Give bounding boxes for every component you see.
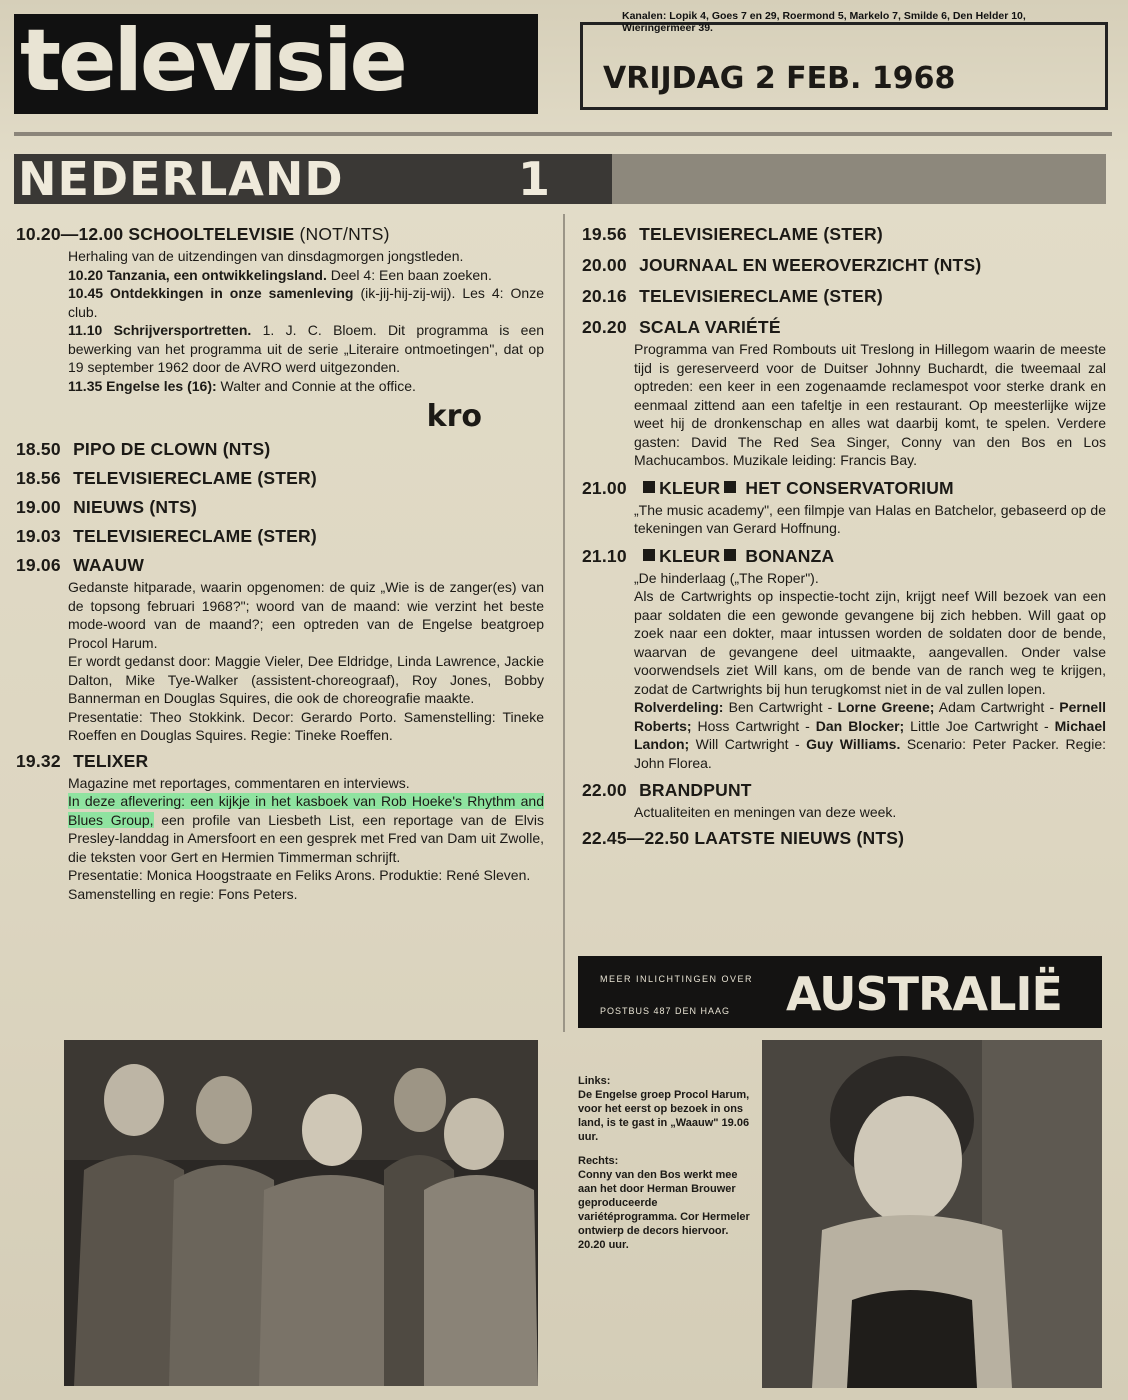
program-pipo: [16, 437, 544, 462]
program-heading: [16, 524, 544, 549]
sub-text: Deel 4: Een baan zoeken.: [330, 266, 492, 283]
program-heading: [16, 437, 544, 462]
program-reclame: [582, 284, 1106, 309]
program-time: 19.06: [16, 555, 61, 575]
program-body: [582, 569, 1106, 773]
caption-text: Conny van den Bos werkt mee aan het door Herman Brouwer geproduceerde variétéprogramma. Cor Hermeler ontwierp de decors hiervoor. 20.20 uur.: [578, 1169, 750, 1251]
program-heading: [582, 826, 1106, 851]
sub-time: 10.45: [68, 285, 104, 301]
program-title: SCHOOLTELEVISIE: [128, 224, 295, 244]
program-text: Er wordt gedanst door: Maggie Vieler, Dee Eldridge, Linda Lawrence, Jackie Dalton, Mike Tye-Walker (assistent-choreograaf), Roy Jones, Bobby Bannerman en Douglas Squires, die ook de choreografie maakte.: [68, 653, 544, 706]
program-heading: [16, 222, 544, 247]
caption-right: [578, 1154, 750, 1252]
program-heading: [582, 544, 1106, 569]
color-square-icon: [724, 481, 736, 493]
program-time: 19.56: [582, 224, 627, 244]
color-square-icon: [643, 481, 655, 493]
program-time: 19.00: [16, 497, 61, 517]
sub-text: (ik-jij-hij-zij-wij). Les 4: Onze club.: [68, 285, 544, 320]
program-body: [582, 501, 1106, 538]
program-body: [16, 578, 544, 745]
program-text: Programma van Fred Rombouts uit Treslong in Hillegom waarin de meeste tijd is gereserveerd voor de Duitser Johnny Buchardt, die tweemaal zal optreden: een keer in een zogenaamde reclamespot voor sterke drank en eenmaal zittend aan een tafeltje in een restaurant. Op meesterlijke wijze weet hij de dronkenschap en alles wat daarbij komt, te spelen. Verdere gasten: David The Red Sea Singer, Conny van den Bos en Los Machucambos. Muzikale leiding: Francis Bay.: [634, 341, 1106, 468]
column-divider: [563, 214, 565, 1032]
cast-actor: Guy Williams.: [806, 736, 901, 752]
channel-number: 1: [518, 152, 551, 206]
ad-line2: POSTBUS 487 DEN HAAG: [600, 1006, 731, 1016]
color-square-icon: [724, 549, 736, 561]
program-time: 20.00: [582, 255, 627, 275]
program-title: HET CONSERVATORIUM: [745, 477, 954, 498]
program-tag: (STER): [257, 468, 317, 488]
program-waauw: [16, 553, 544, 745]
channel-title: NEDERLAND: [18, 152, 344, 206]
program-heading: [582, 284, 1106, 309]
sub-title: Engelse les (16):: [106, 377, 217, 394]
header-rule: [14, 132, 1112, 136]
caption-label: Rechts:: [578, 1155, 619, 1167]
program-title: TELEVISIERECLAME: [639, 286, 819, 306]
sub-title: Tanzania, een ontwikkelingsland.: [106, 266, 327, 283]
program-heading: [582, 476, 1106, 501]
left-column: [16, 222, 544, 907]
program-body: [16, 247, 544, 395]
program-text: Magazine met reportages, commentaren en interviews.: [68, 774, 410, 791]
program-bonanza: [582, 544, 1106, 773]
cast-role: Little Joe Cartwright -: [904, 717, 1055, 734]
australie-advertisement: [578, 956, 1102, 1028]
ad-line1: MEER INLICHTINGEN OVER: [600, 974, 754, 984]
program-time: 20.16: [582, 286, 627, 306]
program-nieuws: [16, 495, 544, 520]
cast-label: Rolverdeling:: [634, 699, 724, 715]
program-title: SCALA VARIÉTÉ: [639, 317, 781, 337]
program-reclame: [582, 222, 1106, 247]
program-time: 19.32: [16, 750, 61, 771]
program-text: Als de Cartwrights op inspectie-tocht zijn, krijgt neef Will bezoek van een paar soldaten die een gewonde gevangene bij zich hebben. Will gaat op zoek naar een dokter, maar intussen worden de soldaten door de bende, waarvan de gevangene deel uitmaakte, aangevallen. Onder valse voorwendsels ziet Will kans, om de bende van de ranch weg te krijgen, zodat de Cartwrights bij hun terugkomst niet in de val zullen lopen.: [634, 588, 1106, 697]
sub-text: 1. J. C. Bloem. Dit programma is een bewerking van het programma uit de serie „Literaire ontmoetingen", dat op 19 september 1962 door de AVRO werd uitgezonden.: [68, 322, 545, 375]
program-time: 22.45—22.50: [582, 827, 690, 848]
program-journaal: [582, 253, 1106, 278]
program-heading: [582, 222, 1106, 247]
program-body: [582, 340, 1106, 470]
broadcaster-kro: kro: [426, 399, 482, 434]
program-title: PIPO DE CLOWN: [73, 439, 218, 459]
program-heading: [582, 315, 1106, 340]
program-laatste-nieuws: [582, 826, 1106, 851]
caption-left: [578, 1074, 750, 1144]
program-tag: (NOT/NTS): [299, 224, 390, 244]
program-time: 21.10: [582, 545, 627, 566]
program-heading: [16, 466, 544, 491]
televisie-logo: televisie: [14, 14, 538, 114]
sub-title: Ontdekkingen in onze samenleving: [110, 285, 354, 301]
program-time: 22.00: [582, 780, 627, 800]
program-schooltelevisie: [16, 222, 544, 395]
program-title: NIEUWS: [73, 497, 145, 517]
program-subtitle: „De hinderlaag („The Roper").: [634, 569, 819, 586]
program-title: BONANZA: [745, 545, 835, 566]
program-text: Presentatie: Monica Hoogstraate en Feliks Arons. Produktie: René Sleven.: [68, 867, 531, 883]
conny-photo: [762, 1040, 1102, 1388]
program-title: JOURNAAL EN WEEROVERZICHT: [639, 255, 929, 275]
cast-role: Hoss Cartwright -: [691, 717, 816, 734]
program-time: 21.00: [582, 477, 627, 498]
program-time: 19.03: [16, 526, 61, 546]
program-text: [68, 792, 544, 866]
program-body: [16, 774, 544, 904]
program-heading: [16, 553, 544, 578]
program-heading: [16, 749, 544, 774]
cast-actor: Michael Landon;: [634, 717, 1106, 752]
channel-band-light: [612, 154, 1106, 204]
program-reclame: [16, 524, 544, 549]
band-photo: [64, 1040, 538, 1386]
program-conservatorium: [582, 476, 1106, 538]
highlighted-text: In deze aflevering: een kijkje in het kasboek van Rob Hoeke's Rhythm and Blues Group,: [68, 793, 544, 828]
program-tag: (STER): [257, 526, 317, 546]
program-title: TELEVISIERECLAME: [73, 526, 253, 546]
program-tag: (NTS): [149, 497, 197, 517]
kleur-label: KLEUR: [659, 545, 721, 566]
band-photo-image: [64, 1040, 538, 1386]
sub-time: 10.20: [68, 266, 104, 283]
kleur-label: KLEUR: [659, 477, 721, 498]
program-text: Gedanste hitparade, waarin opgenomen: de quiz „Wie is de zanger(es) van de topsong februari 1968?"; woord van de maand: wie verzint het beste mode-woord van de maand?; een optreden van de Engelse beatgroep Procol Harum.: [68, 579, 544, 651]
program-tag: (NTS): [856, 827, 905, 848]
sub-time: 11.35: [68, 377, 103, 394]
conny-photo-image: [762, 1040, 1102, 1388]
sub-item: [68, 266, 544, 285]
program-time: 20.20: [582, 317, 627, 337]
program-tag: (NTS): [222, 439, 271, 459]
right-column: [582, 222, 1106, 855]
program-title: TELEVISIERECLAME: [639, 224, 819, 244]
sub-item: [68, 321, 544, 377]
program-body: [582, 803, 1106, 822]
cast-actor: Pernell Roberts;: [634, 699, 1106, 734]
program-telixer: [16, 749, 544, 904]
program-time: 18.56: [16, 468, 61, 488]
sub-text: Walter and Connie at the office.: [220, 377, 416, 394]
cast-actor: Lorne Greene;: [837, 699, 935, 715]
program-heading: [582, 253, 1106, 278]
color-square-icon: [643, 549, 655, 561]
kanalen-info: Kanalen: Lopik 4, Goes 7 en 29, Roermond 5, Markelo 7, Smilde 6, Den Helder 10, Wieringermeer 39.: [622, 10, 1026, 34]
program-text: Samenstelling en regie: Fons Peters.: [68, 885, 298, 902]
program-text: Actualiteiten en meningen van deze week.: [634, 804, 897, 820]
date-box: [580, 22, 1108, 110]
program-title: LAATSTE NIEUWS: [694, 827, 852, 848]
program-title: BRANDPUNT: [639, 780, 752, 800]
program-brandpunt: [582, 778, 1106, 822]
cast-role: Ben Cartwright -: [723, 699, 838, 715]
sub-item: [68, 377, 544, 396]
program-tag: (NTS): [933, 255, 982, 275]
ad-headline: AUSTRALIË: [786, 967, 1062, 1021]
sub-title: Schrijversportretten.: [113, 322, 252, 338]
credits: Scenario: Peter Packer. Regie: John Florea.: [634, 736, 1106, 771]
cast-role: Adam Cartwright -: [934, 699, 1060, 715]
cast-list: [634, 698, 1106, 772]
program-title: WAAUW: [73, 555, 145, 575]
sub-item: [68, 284, 544, 321]
program-text: „The music academy", een filmpje van Halas en Batchelor, gebaseerd op de tekeningen van Gerard Hoffnung.: [634, 501, 1106, 536]
program-heading: [16, 495, 544, 520]
program-reclame: [16, 466, 544, 491]
program-tag: (STER): [823, 224, 883, 244]
program-title: TELIXER: [73, 750, 149, 771]
program-time: 18.50: [16, 439, 61, 459]
program-intro: Herhaling van de uitzendingen van dinsdagmorgen jongstleden.: [68, 248, 464, 264]
caption-label: Links:: [578, 1075, 611, 1087]
caption-text: De Engelse groep Procol Harum, voor het eerst op bezoek in ons land, is te gast in „Waauw" 19.06 uur.: [578, 1089, 750, 1143]
program-heading: [582, 778, 1106, 803]
program-text: Presentatie: Theo Stokkink. Decor: Gerardo Porto. Samenstelling: Tineke Roeffen en Douglas Squires. Regie: Tineke Roeffen.: [68, 708, 544, 743]
program-time: 10.20—12.00: [16, 224, 124, 244]
program-tag: (STER): [823, 286, 883, 306]
cast-actor: Dan Blocker;: [815, 717, 905, 734]
cast-role: Will Cartwright -: [689, 736, 807, 752]
photo-caption: [578, 1074, 750, 1262]
program-text-cont: een profile van Liesbeth List, een reportage van de Elvis Presley-landdag in Amersfoort en een gesprek met Fred van Dam uit Zwolle, die teksten voor Gert en Hermien Timmerman schrijft.: [68, 811, 544, 865]
program-scala: [582, 315, 1106, 470]
program-title: TELEVISIERECLAME: [73, 468, 253, 488]
issue-date: VRIJDAG 2 FEB. 1968: [603, 61, 956, 96]
sub-time: 11.10: [68, 322, 103, 338]
